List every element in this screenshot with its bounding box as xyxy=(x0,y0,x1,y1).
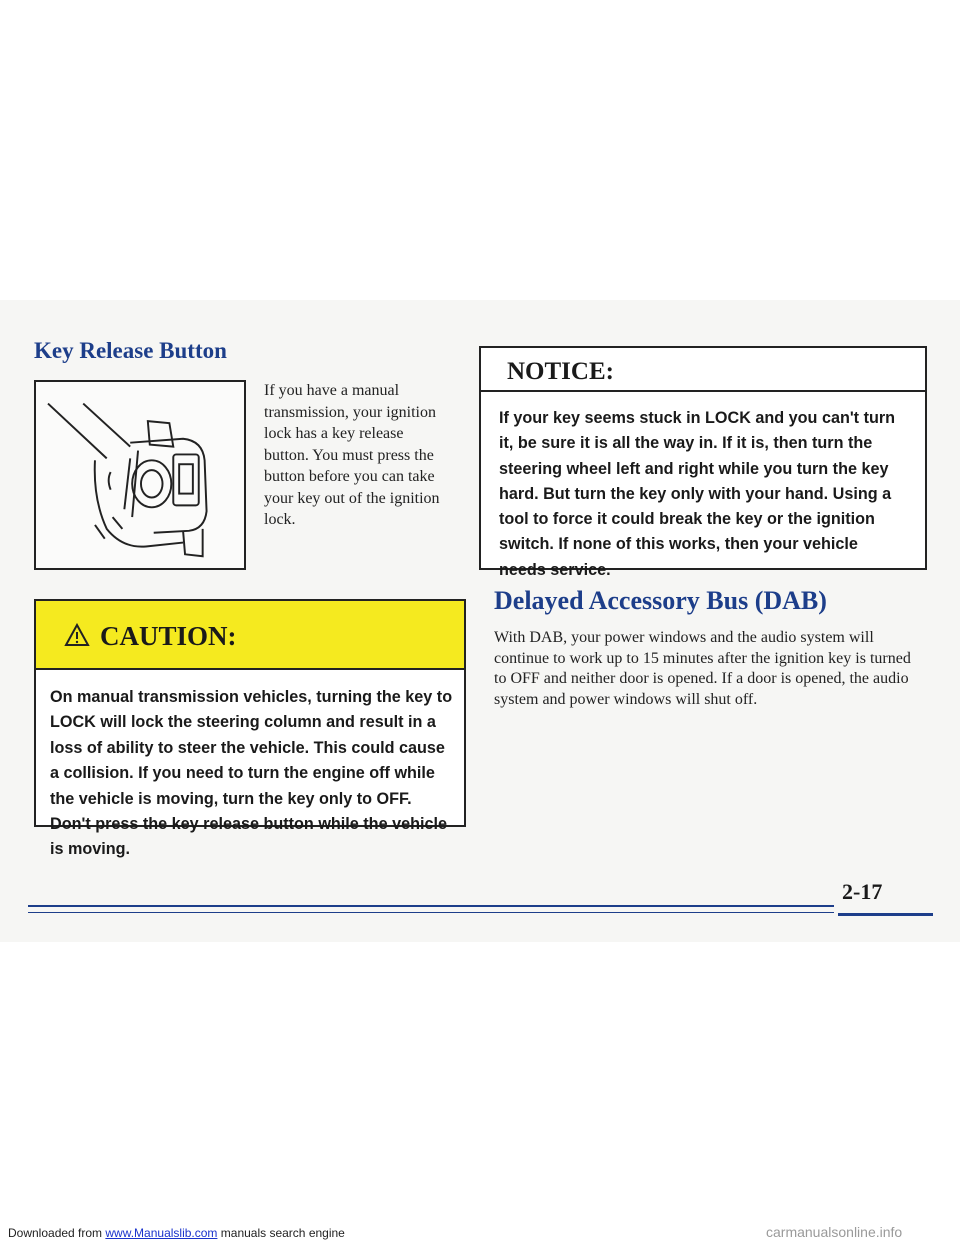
caution-box xyxy=(34,599,466,859)
site-watermark: carmanualsonline.info xyxy=(766,1224,903,1240)
warning-triangle-icon xyxy=(64,623,90,647)
key-release-text: If you have a manual transmission, your ignition lock has a key release button. You must press the button before you can take your key out of the ignition lock. xyxy=(264,382,440,528)
dab-text: With DAB, your power windows and the audio system will continue to work up to 15 minutes after the ignition key is turned to OFF and neither door is opened. If a door is opened, the audio system and power windows will shut off. xyxy=(494,629,911,708)
page-number: 2-17 xyxy=(842,879,883,904)
footer-prefix: Downloaded from xyxy=(8,1226,106,1240)
dab-heading: Delayed Accessory Bus (DAB) xyxy=(494,586,827,615)
caution-text: On manual transmission vehicles, turning the key to LOCK will lock the steering column and result in a loss of ability to steer the vehicle. This could cause a collision. If you need to turn the engine off while the vehicle is moving, turn the key only to OFF. Don't press the key release button while the vehicle is moving. xyxy=(50,688,453,859)
notice-text: If your key seems stuck in LOCK and you can't turn it, be sure it is all the way in. If it is, then turn the steering wheel left and right while you turn the key hard. But turn the key only with your hand. Using a tool to force it could break the key or the ignition switch. If none of this works, then your vehicle needs service. xyxy=(499,409,896,579)
footer-rule-thin xyxy=(28,912,834,913)
notice-title: NOTICE: xyxy=(481,348,925,392)
notice-box xyxy=(479,346,927,579)
footer-suffix: manuals search engine xyxy=(217,1226,345,1240)
footer-rule xyxy=(28,905,834,907)
page-number-rule xyxy=(838,913,933,916)
caution-title: CAUTION: xyxy=(100,621,237,651)
key-release-heading: Key Release Button xyxy=(34,338,227,363)
caution-header xyxy=(36,601,464,670)
ignition-lock-illustration xyxy=(34,380,246,570)
download-footer xyxy=(8,1226,345,1240)
manualslib-link[interactable]: www.Manualslib.com xyxy=(105,1226,218,1240)
ignition-lock-icon xyxy=(36,382,244,568)
